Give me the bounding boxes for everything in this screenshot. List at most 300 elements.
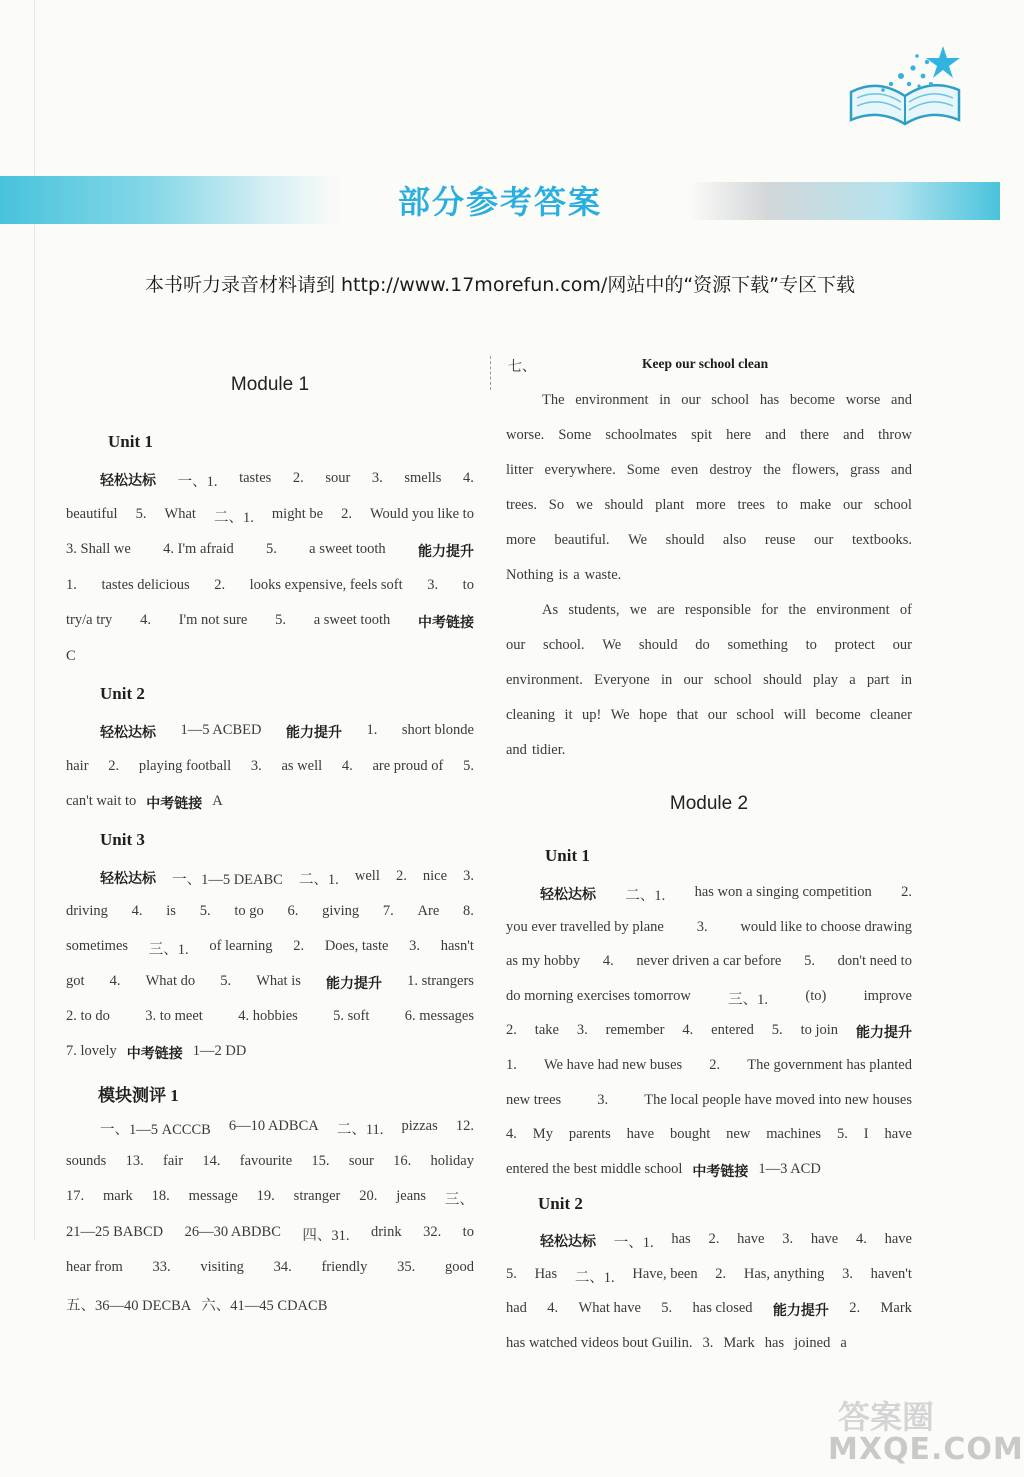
essay-word: worse. [506,426,545,443]
answer-text: sounds [66,1153,107,1170]
answer-text: have [626,1126,655,1143]
answer-text: Are [417,903,440,919]
answer-text: 5. [463,757,474,774]
answer-text: pizzas [401,1118,438,1134]
essay-title: Keep our school clean [642,356,769,371]
answer-text: good [444,1258,474,1275]
answer-text: haven't [870,1265,912,1282]
answer-text: 2. [395,868,407,884]
answer-text: What [164,505,196,522]
answer-text: friendly [321,1258,368,1275]
answer-text: 3. [371,470,383,486]
essay-word: We [628,531,648,548]
answer-line [506,1266,912,1287]
answer-text: 四、31. [302,1227,350,1244]
essay-word: has [759,392,780,408]
essay-word: environment. [506,672,583,689]
answer-text: might be [271,505,324,522]
answer-text: 3. [576,1022,588,1039]
answer-text: 2. [901,884,912,900]
answer-text: sour [325,470,351,486]
essay-word: flowers, [791,461,840,478]
answer-text: try/a try [66,612,113,629]
answer-text: well [354,868,380,884]
answer-text: 1—2 DD [192,1043,247,1059]
answer-text: 5. [771,1022,783,1039]
section-tag: 能力提升 [855,1025,912,1042]
answer-text: tastes delicious [101,576,190,593]
essay-line [506,672,912,689]
answer-text: to [462,1223,474,1240]
answer-text: 26—30 ABDBC [184,1223,281,1240]
essay-word: our [506,637,526,654]
essay-word: our [842,496,863,513]
essay-line [506,427,912,444]
essay-word: school [711,392,750,408]
book-stars-logo [843,40,968,128]
essay-word: tidier. [531,742,566,758]
essay-word: and [506,742,527,758]
answer-text: visiting [200,1258,244,1275]
essay-word: grass [850,461,880,478]
answer-text: 5. soft [333,1008,370,1024]
answer-text: 一、1—5 DEABC [172,872,283,888]
essay-word: in [659,392,671,408]
answer-text: to join [800,1022,839,1039]
essay-word: plant [655,496,685,513]
answer-text: 3. [597,1091,609,1108]
answer-text: joined [794,1334,831,1351]
essay-word: The [542,392,565,408]
answer-line [506,1126,912,1143]
answer-text: hair [66,757,89,774]
answer-text: jeans [396,1188,427,1205]
essay-word: destroy [709,461,753,478]
answer-text: My [532,1126,553,1143]
essay-word: and [843,426,865,443]
answer-text: have [737,1231,765,1247]
answer-text: 2. [293,938,305,954]
answer-text: hear from [66,1258,123,1275]
answer-line [66,1008,474,1025]
answer-line [66,506,474,527]
essay-word: should [604,496,644,513]
answer-text: 一、1. [177,474,218,490]
answer-text: 二、1. [213,509,254,526]
answer-text: drink [370,1223,402,1240]
answer-text: 二、11. [336,1122,384,1138]
watermark [828,1392,1024,1474]
essay-word: textbooks. [851,531,912,548]
answer-text: 1. [366,722,378,738]
answer-text: 六、41—45 CDACB [201,1298,328,1314]
answer-line [66,722,474,742]
answer-line [66,973,474,993]
answer-text: tastes [239,470,272,486]
answer-text: 34. [273,1258,292,1275]
answer-text: 2. [849,1300,861,1317]
answer-line [66,577,474,594]
essay-word: school [874,496,912,513]
answer-text: don't need to [837,953,912,970]
answer-text: bought [669,1126,711,1143]
answer-text: you ever travelled by plane [506,918,664,935]
essay-word: should [665,531,705,548]
essay-word: the [788,602,807,619]
answer-line [506,1231,912,1252]
essay-word: that [676,707,699,724]
answer-text: 二、1. [298,872,339,888]
answer-text: new trees [506,1091,562,1108]
essay-word: do [695,637,710,654]
essay-word: school [736,707,775,724]
essay-word: our [707,707,728,724]
answer-text: never driven a car before [636,953,782,970]
answer-line [506,1161,912,1181]
essay-word: to [805,637,817,654]
answer-text: 4. [547,1300,559,1317]
answer-text: holiday [430,1153,474,1170]
unit-title: Unit 2 [100,684,145,703]
essay-word: everywhere. [544,461,616,478]
answer-text: remember [605,1022,665,1039]
essay-word: school. [543,637,585,654]
answer-text: 14. [202,1153,221,1170]
answer-text: 2. [506,1022,517,1039]
essay-word: our [892,637,912,654]
essay-word: should [763,672,802,689]
answer-text: 5. [661,1300,673,1317]
answer-text: have [884,1231,912,1247]
essay-word: and [891,461,912,478]
essay-word: become [815,707,861,724]
answer-text: 2. [341,505,352,522]
answer-text: fair [162,1153,184,1170]
essay-word: a [573,566,580,583]
essay-word: also [722,531,747,548]
answer-text: 3. [696,918,708,935]
answer-line [66,1118,474,1139]
answer-text: has [671,1231,691,1247]
essay-line [506,532,912,549]
unit-title: Unit 1 [545,846,590,865]
answer-text: Does, taste [324,938,389,954]
section-tag: 轻松达标 [540,1234,596,1250]
section-tag: 能力提升 [772,1303,829,1320]
answer-text: as my hobby [506,953,581,970]
essay-word: spit [691,426,713,443]
answer-text: 2. [108,757,120,774]
answer-text: improve [863,987,912,1004]
answer-text: have [884,1126,912,1143]
answer-text: 二、1. [574,1269,615,1286]
answer-text: smells [404,470,442,486]
watermark-top-text: 答案圈 [838,1398,935,1436]
essay-word: and [891,392,912,408]
unit-title: Unit 1 [108,432,153,451]
essay-word: hope [639,707,668,724]
answer-text: Mark [723,1334,755,1351]
essay-line [506,567,912,584]
essay-word: there [800,426,830,443]
answer-text: has watched videos bout Guilin. [506,1334,693,1351]
answer-text: 三、 [444,1192,474,1209]
answer-text: 4. [109,973,121,989]
answer-text: of learning [209,938,273,954]
essay-word: worse [845,392,881,408]
essay-word: more [695,496,726,513]
answer-text: 33. [152,1258,171,1275]
answer-text: 2. [708,1231,720,1247]
essay-line [506,742,912,759]
answer-line [66,1153,474,1170]
section-tag: 轻松达标 [100,871,156,887]
essay-word: students, [568,602,620,619]
answer-text: as well [281,757,323,774]
essay-word: a [849,672,856,689]
answer-text: 5. [220,973,232,989]
essay-word: something [727,637,788,654]
answer-text: 3. [842,1265,853,1282]
answer-line [506,1057,912,1074]
answer-text: got [66,973,85,989]
module-title: Module 1 [230,374,310,395]
essay-word: the [763,461,781,478]
answer-text: had [506,1300,527,1317]
essay-word: we [575,496,593,513]
answer-line [66,793,474,813]
essay-word: are [656,602,675,619]
answer-text: take [534,1022,559,1039]
answer-text: 1. [506,1057,517,1073]
answer-text: 17. [66,1188,85,1205]
answer-text: 3. [250,757,262,774]
essay-word: Nothing [506,566,554,583]
answer-text: machines [766,1126,822,1143]
answer-text: has [764,1334,785,1351]
answer-text: 2. [709,1057,721,1073]
answer-text: stranger [293,1188,341,1205]
answer-text: driving [66,903,108,919]
answer-text: 4. [140,612,151,629]
essay-word: make [799,496,832,513]
answer-text: a sweet tooth [309,541,386,558]
answer-line [506,988,912,1009]
essay-word: protect [834,637,875,654]
answer-line [506,953,912,970]
answer-text: 5. [266,541,277,558]
essay-word: we [629,602,647,619]
answer-line [506,1335,912,1352]
essay-word: of [899,602,912,619]
unit-title: Unit 2 [538,1194,583,1213]
section-tag: 轻松达标 [100,725,156,741]
answer-text: 1. strangers [407,973,474,989]
essay-word: Some [626,461,660,478]
answer-text: entered [711,1022,754,1039]
answer-text: The local people have moved into new houses [644,1091,912,1108]
answer-text: 1—5 ACBED [180,722,262,738]
answer-text: (to) [805,987,827,1004]
answer-line [66,1259,474,1276]
essay-word: part [866,672,890,689]
essay-word: become [789,392,835,408]
answer-text: Mark [880,1300,912,1317]
essay-word: trees. [506,496,537,513]
answer-text: has won a singing competition [694,884,872,900]
answer-text: 2. [292,470,304,486]
section-tag: 轻松达标 [100,473,156,489]
download-notice: 本书听力录音材料请到 http://www.17morefun.com/网站中的“资源下载”专区下载 [144,274,856,296]
answer-text: playing football [138,757,232,774]
essay-word: is [558,566,569,583]
answer-text: 19. [256,1188,275,1205]
answer-text: a sweet tooth [313,612,391,629]
answer-text: mark [103,1188,133,1205]
answer-text: I'm not sure [178,612,248,629]
answer-text: What do [145,973,196,989]
answer-line [506,884,912,905]
answer-text: We have had new buses [544,1057,683,1073]
essay-word: environment [816,602,890,619]
answer-line [506,1092,912,1109]
answer-text: 4. [602,953,614,970]
answer-text: 4. [131,903,143,919]
answer-text: can't wait to [66,793,137,810]
essay-word: in [900,672,912,689]
answer-text: 18. [151,1188,170,1205]
essay-word: it [564,707,573,724]
answer-text: 五、36—40 DECBA [66,1298,192,1314]
essay-word: in [660,672,673,689]
section-tag: 中考链接 [692,1163,749,1180]
answer-text: The government has planted [747,1057,912,1073]
answer-text: would like to choose drawing [740,918,912,935]
answer-text: is [166,903,176,919]
essay-line [506,462,912,479]
answer-line [506,1300,912,1320]
answer-text: 3. [463,868,474,884]
answer-text: new [726,1126,751,1143]
answer-text: 5. [199,903,211,919]
section-tag: 轻松达标 [540,887,596,903]
essay-word: should [638,637,678,654]
answer-text: 三、1. [148,942,189,958]
essay-word: litter [506,461,534,478]
answer-text: 4. [506,1126,517,1143]
essay-word: more [506,531,536,548]
answer-line [66,903,474,920]
essay-word: beautiful. [554,531,610,548]
answer-text: 32. [423,1223,442,1240]
answer-text: are proud of [372,757,444,774]
answer-text: 4. [463,470,474,486]
answer-text: 3. [427,576,439,593]
answer-text: entered the best middle school [506,1160,683,1177]
answer-line [66,758,474,775]
unit-title: Unit 3 [100,830,145,849]
answer-text: to go [234,903,264,919]
answer-text: 5. [135,505,147,522]
essay-line [506,637,912,654]
answer-text: sometimes [66,938,129,954]
section-tag: 能力提升 [286,725,342,741]
answer-text: 4. I'm afraid [163,541,234,558]
essay-word: throw [878,426,912,443]
answer-text: 1—3 ACD [758,1160,821,1177]
essay-word: up! [581,707,602,724]
answer-text: 4. [341,757,353,774]
answer-text: message [188,1188,238,1205]
essay-line [506,602,912,619]
essay-word: So [548,496,565,513]
module-title: Module 2 [669,793,749,814]
answer-text: 6. [287,903,299,919]
answer-text: 3. [409,938,421,954]
essay-word: We [610,707,630,724]
essay-word: our [681,392,701,408]
answer-text: 7. lovely [66,1043,117,1059]
essay-number: 七、 [508,360,536,375]
answer-line [66,1224,474,1245]
essay-word: trees [737,496,765,513]
answer-text: 5. [836,1126,848,1143]
answer-line [66,1294,474,1315]
answer-text: beautiful [66,505,118,522]
answer-text: 20. [359,1188,378,1205]
answer-text: 2. to do [66,1008,110,1024]
answer-line [66,1188,474,1209]
essay-word: responsible [684,602,751,619]
answer-text: looks expensive, feels soft [249,576,403,593]
answer-text: 4. [855,1231,867,1247]
answer-text: 12. [455,1118,474,1134]
unit-title: 模块测评 1 [98,1086,179,1105]
section-tag: 能力提升 [417,544,474,561]
answer-line [66,868,474,889]
answer-text: 5. [804,953,815,970]
essay-word: play [813,672,839,689]
watermark-text: MXQE.COM [828,1432,1024,1467]
answer-line [66,938,474,959]
answer-text: favourite [239,1153,293,1170]
essay-word: will [783,707,807,724]
section-tag: 能力提升 [325,976,382,992]
answer-text: 5. [506,1265,517,1282]
answer-text: 一、1. [613,1235,654,1251]
essay-word: Everyone [594,672,650,689]
answer-text: 4. [682,1022,694,1039]
answer-text: Have, been [632,1265,698,1282]
answer-text: 16. [393,1153,412,1170]
answer-text: 13. [125,1153,144,1170]
essay-word: environment [575,392,649,408]
answer-text: 4. hobbies [238,1008,298,1024]
answer-text: 3. [782,1231,794,1247]
answer-text: 3. [702,1334,714,1351]
answer-text: What have [578,1300,641,1317]
answer-line [506,919,912,936]
answer-text: to [462,576,474,593]
answer-text: do morning exercises tomorrow [506,987,691,1004]
essay-word: school [714,672,752,689]
essay-word: schoolmates [605,426,678,443]
answer-text: has closed [692,1300,753,1317]
answer-text: A [212,793,223,810]
answer-text: sour [348,1153,374,1170]
essay-word: Some [558,426,592,443]
answer-text: 三、1. [728,991,769,1008]
